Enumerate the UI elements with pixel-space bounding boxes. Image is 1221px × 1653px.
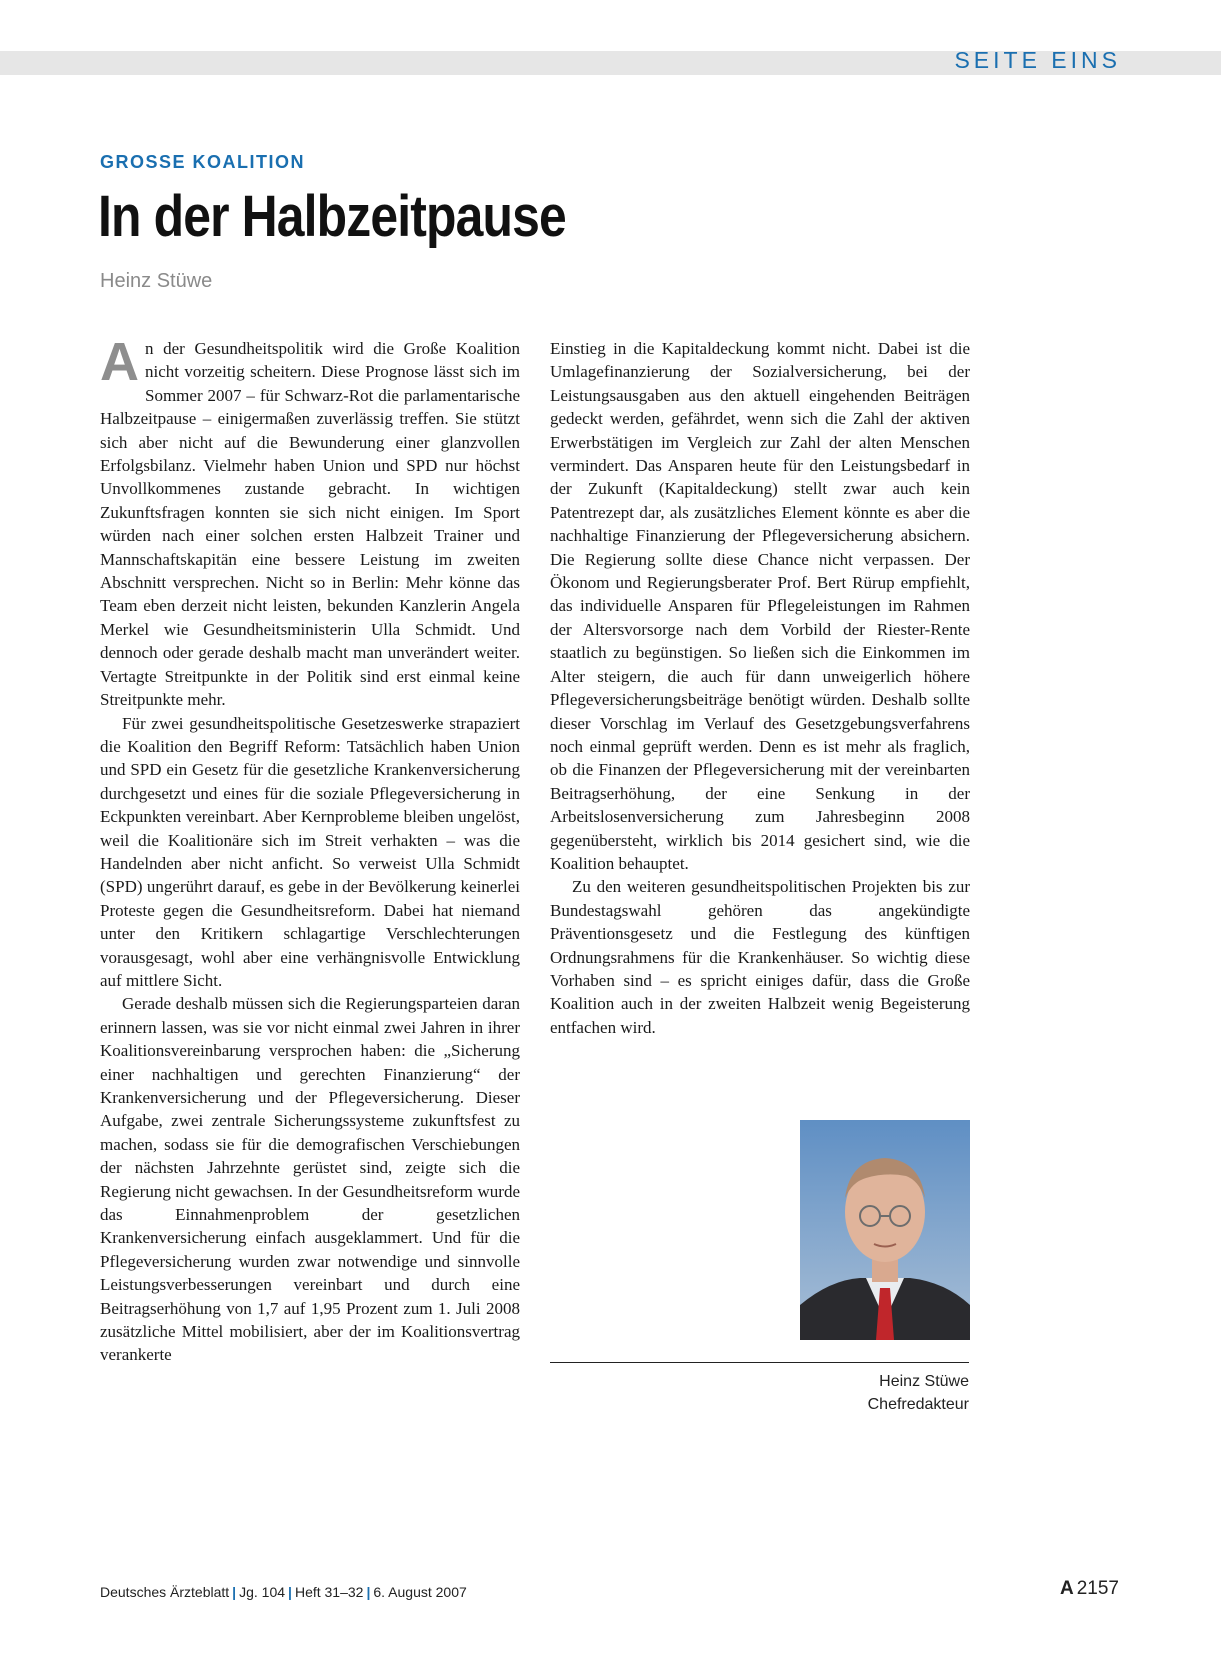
page-number: A 2157: [1059, 1578, 1119, 1599]
article-kicker: GROSSE KOALITION: [100, 152, 306, 172]
photo-caption: [868, 1370, 969, 1416]
issue: Heft 31–32: [294, 1584, 364, 1600]
article-author: Heinz Stüwe: [100, 270, 213, 292]
paragraph: Gerade deshalb müssen sich die Regierungsparteien daran erinnern lassen, was sie vor nicht einmal zwei Jahren in ihrer Koalitionsvereinbarung versprochen haben: die „Sicherung einer nachhaltigen und gerechten Finanzierung“ der Krankenversicherung und der Pflegeversicherung. Dieser Aufgabe, zwei zentrale Sicherungssysteme zukunftsfest zu machen, sodass sie für die demografischen Verschiebungen der nächsten Jahrzehnte gerüstet sind, zeigte sich die Regierung nicht gewachsen. In der Gesundheitsreform wurde das Einnahmenproblem der gesetzlichen Krankenversicherung einfach ausgeklammert. Und für die Pflegeversicherung wurden zwar notwendige und sinnvolle Leistungsverbesserungen vereinbart und durch eine Beitragserhöhung von 1,7 auf 1,95 Prozent zum 1. Juli 2008 zusätzliche Mittel mobilisiert, aber der im Koalitionsvertrag verankerte: [100, 994, 520, 1365]
article-column-left: [100, 332, 520, 1367]
journal-name: Deutsches Ärzteblatt: [100, 1584, 230, 1600]
caption-rule: [550, 1362, 969, 1363]
author-portrait: [800, 1120, 970, 1340]
footer-citation: Deutsches Ärzteblatt | Jg. 104 | Heft 31–32 | 6. August 2007: [100, 1584, 467, 1600]
paragraph: Für zwei gesundheitspolitische Gesetzeswerke strapaziert die Koalition den Begriff Reform: Tatsächlich haben Union und SPD ein Gesetz für die gesetzliche Krankenversicherung durchgesetzt und eines für die soziale Pflegeversicherung in Eckpunkten vereinbart. Aber Kernprobleme bleiben ungelöst, weil die Koalitionäre sich im Streit verhakten – was die Handelnden aber nicht anficht. So verweist Ulla Schmidt (SPD) ungerührt darauf, es gebe in der Bevölkerung keinerlei Proteste gegen die Gesundheitsreform. Dabei hat niemand unter den Kritikern schlagartige Verschlechterungen vorausgesagt, wohl aber eine verhängnisvolle Entwicklung auf mittlere Sicht.: [100, 713, 520, 990]
article-column-right: [550, 337, 970, 1039]
paragraph: Zu den weiteren gesundheitspolitischen Projekten bis zur Bundestagswahl gehören das angekündigte Präventionsgesetz und die Festlegung des künftigen Ordnungsrahmens für die Krankenhäuser. So wichtig diese Vorhaben sind – es spricht einiges dafür, dass die Große Koalition auch in der zweiten Halbzeit wenig Begeisterung entfachen wird.: [550, 877, 970, 1037]
drop-cap: A: [100, 332, 139, 392]
paragraph: Einstieg in die Kapitaldeckung kommt nicht. Dabei ist die Umlagefinanzierung der Sozialversicherung, bei der Leistungsausgaben aus den aktuell eingehenden Beiträgen gedeckt werden, gefährdet, wenn sich die Zahl der aktiven Erwerbstätigen im Vergleich zur Zahl der alten Menschen vermindert. Das Ansparen heute für den Leistungsbedarf in der Zukunft (Kapitaldeckung) stellt zwar auch kein Patentrezept dar, als zusätzliches Element könnte es aber die nachhaltige Finanzierung der Pflegeversicherung absichern. Die Regierung sollte diese Chance nicht verpassen. Der Ökonom und Regierungsberater Prof. Bert Rürup empfiehlt, das individuelle Ansparen für Pflegeleistungen im Rahmen der Altersvorsorge nach dem Vorbild der Riester-Rente staatlich zu begünstigen. So ließen sich die Einkommen im Alter steigern, die auch für dann unweigerlich höhere Pflegeversicherungsbeiträge benötigt würden. Deshalb sollte dieser Vorschlag im Verlauf des Gesetzgebungsverfahrens noch einmal geprüft werden. Denn es ist mehr als fraglich, ob die Finanzen der Pflegeversicherung mit der vereinbarten Beitragserhöhung, der eine Senkung in der Arbeitslosenversicherung zum Jahresbeginn 2008 gegenübersteht, wirklich bis 2014 gesichert sind, wie die Koalition behauptet.: [550, 339, 970, 873]
caption-role: Chefredakteur: [867, 1396, 969, 1413]
paragraph: An der Gesundheitspolitik wird die Große Koalition nicht vorzeitig scheitern. Diese Prognose lässt sich im Sommer 2007 – für Schwarz-Rot die parlamentarische Halbzeitpause – einigermaßen zuverlässig treffen. Sie stützt sich aber nicht auf die Bewunderung einer glanzvollen Erfolgsbilanz. Vielmehr haben Union und SPD nur höchst Unvollkommenes zustande gebracht. In wichtigen Zukunftsfragen konnten sie sich nicht einigen. Im Sport würden nach einer solchen ersten Halbzeit Trainer und Mannschaftskapitän eine bessere Leistung im zweiten Abschnitt versprechen. Nicht so in Berlin: Mehr könne das Team eben derzeit nicht leisten, bekunden Kanzlerin Angela Merkel wie Gesundheitsministerin Ulla Schmidt. Und dennoch oder gerade deshalb macht man unverändert weiter. Vertagte Streitpunkte in der Politik sind erst einmal keine Streitpunkte mehr.: [100, 332, 520, 710]
article-title: In der Halbzeitpause: [98, 184, 566, 249]
section-label: SEITE EINS: [954, 47, 1121, 73]
caption-name: Heinz Stüwe: [879, 1373, 969, 1390]
date: 6. August 2007: [373, 1584, 467, 1600]
volume: Jg. 104: [239, 1584, 286, 1600]
